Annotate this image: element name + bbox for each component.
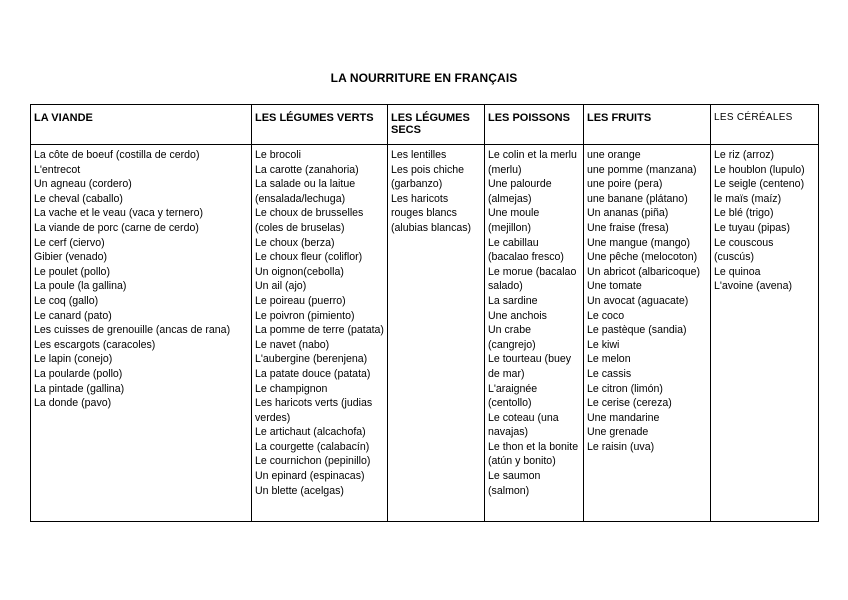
list-item: L'entrecot [34, 163, 81, 176]
list-item: Un avocat (aguacate) [587, 294, 689, 307]
list-item: L'araignée (centollo) [488, 382, 538, 410]
list-item: Une anchois [488, 309, 547, 322]
list-item: La poule (la gallina) [34, 280, 127, 293]
list-item: Une mandarine [587, 411, 660, 424]
list-item: Une grenade [587, 426, 649, 439]
list-item: La poularde (pollo) [34, 367, 123, 380]
list-item: Le cabillau (bacalao fresco) [488, 236, 564, 264]
page-title: LA NOURRITURE EN FRANÇAIS [330, 71, 518, 85]
column-fruits [584, 145, 711, 522]
content-row [31, 145, 819, 522]
header-legumes-secs: LES LÉGUMES SECS [388, 105, 485, 145]
list-item: Le poulet (pollo) [34, 265, 110, 278]
list-item: Le morue (bacalao salado) [488, 265, 577, 293]
list-item: Un agneau (cordero) [34, 178, 132, 191]
list-item: Le choux fleur (coliflor) [255, 251, 363, 264]
list-item: Une tomate [587, 280, 642, 293]
list-item: Une moule (mejillon) [488, 207, 540, 234]
list-item: Une palourde (almejas) [488, 178, 552, 205]
list-item: La patate douce (patata) [255, 367, 371, 380]
list-item: La salade ou la laitue (ensalada/lechuga) [255, 178, 356, 205]
list-item: Le coteau (una navajas) [488, 411, 559, 439]
list-item: Le poivron (pimiento) [255, 309, 355, 322]
list-item: Un blette (acelgas) [255, 484, 344, 497]
list-item: Le citron (limón) [587, 382, 663, 395]
list-item: Gibier (venado) [34, 251, 108, 264]
header-poissons: LES POISSONS [485, 105, 584, 145]
list-item: Le choux de brusselles (coles de bruselas) [255, 207, 364, 234]
list-item: Le choux (berza) [255, 236, 335, 249]
list-item: L'avoine (avena) [714, 280, 792, 293]
list-item: Le artichaut (alcachofa) [255, 426, 366, 439]
list-item: Le cassis [587, 367, 632, 380]
list-item: La courgette (calabacín) [255, 440, 370, 453]
list-item: Le cheval (caballo) [34, 192, 123, 205]
list-item: La vache et le veau (vaca y ternero) [34, 207, 204, 220]
column-viande [31, 145, 252, 522]
list-item: Le raisin (uva) [587, 440, 655, 453]
column-legumes-verts [252, 145, 388, 522]
list-item: Le tuyau (pipas) [714, 221, 790, 234]
header-legumes-verts: LES LÉGUMES VERTS [252, 105, 388, 145]
column-cereales [711, 145, 819, 522]
list-item: Le pastèque (sandia) [587, 324, 687, 337]
list-item: Un ananas (piña) [587, 207, 669, 220]
list-item: La sardine [488, 294, 538, 307]
list-item: La carotte (zanahoria) [255, 163, 359, 176]
list-item: Les pois chiche (garbanzo) [391, 163, 465, 191]
list-item: Le champignon [255, 382, 328, 395]
food-table [30, 104, 819, 522]
list-item: Les cuisses de grenouille (ancas de rana) [34, 324, 231, 337]
list-item: Une mangue (mango) [587, 236, 691, 249]
list-item: Le cournichon (pepinillo) [255, 455, 371, 468]
list-item: Le coq (gallo) [34, 294, 99, 307]
list-item: La donde (pavo) [34, 397, 112, 410]
list-item: Un ail (ajo) [255, 280, 307, 293]
list-item: Le melon [587, 353, 631, 366]
list-item: Une pêche (melocoton) [587, 251, 698, 264]
list-item: L'aubergine (berenjena) [255, 353, 368, 366]
list-item: Le riz (arroz) [714, 149, 775, 161]
list-item: Le navet (nabo) [255, 338, 330, 351]
list-item: Le colin et la merlu (merlu) [488, 149, 577, 176]
column-legumes-secs [388, 145, 485, 522]
list-item: Le quinoa [714, 265, 761, 278]
list-item: Les lentilles [391, 149, 447, 161]
list-item: une banane (plátano) [587, 192, 688, 205]
list-item: Le kiwi [587, 338, 620, 351]
list-item: Le lapin (conejo) [34, 353, 113, 366]
list-item: Les haricots verts (judias verdes) [255, 397, 373, 424]
list-item: Le canard (pato) [34, 309, 112, 322]
list-item: Le saumon (salmon) [488, 470, 541, 497]
list-item: Une fraise (fresa) [587, 221, 669, 234]
list-item: Le tourteau (buey de mar) [488, 353, 572, 380]
list-item: La pintade (gallina) [34, 382, 125, 395]
header-row [31, 105, 819, 145]
list-item: Un crabe (cangrejo) [488, 324, 536, 351]
header-viande: LA VIANDE [31, 105, 252, 145]
list-item: le maïs (maíz) [714, 192, 782, 205]
list-item: Les escargots (caracoles) [34, 338, 156, 351]
list-item: Le coco [587, 309, 625, 322]
list-item: Le blé (trigo) [714, 207, 774, 220]
list-item: La viande de porc (carne de cerdo) [34, 221, 199, 234]
list-item: Le poireau (puerro) [255, 294, 346, 307]
list-item: La côte de boeuf (costilla de cerdo) [34, 149, 200, 161]
list-item: Le brocoli [255, 149, 301, 161]
list-item: Le seigle (centeno) [714, 178, 805, 191]
list-item: Le houblon (lupulo) [714, 163, 805, 176]
list-item: une poire (pera) [587, 178, 663, 191]
header-fruits: LES FRUITS [584, 105, 711, 145]
list-item: Les haricots rouges blancs (alubias blancas) [391, 192, 472, 234]
list-item: Un abricot (albaricoque) [587, 265, 701, 278]
column-poissons [485, 145, 584, 522]
list-item: Le cerise (cereza) [587, 397, 672, 410]
list-item: La pomme de terre (patata) [255, 324, 384, 337]
header-cereales: LES CÉRÉALES [711, 105, 819, 145]
list-item: une orange [587, 149, 641, 161]
list-item: Le couscous (cuscús) [714, 236, 774, 264]
list-item: Un epinard (espinacas) [255, 470, 365, 483]
list-item: une pomme (manzana) [587, 163, 697, 176]
list-item: Un oignon(cebolla) [255, 265, 344, 278]
list-item: Le thon et la bonite (atún y bonito) [488, 440, 579, 468]
list-item: Le cerf (ciervo) [34, 236, 105, 249]
